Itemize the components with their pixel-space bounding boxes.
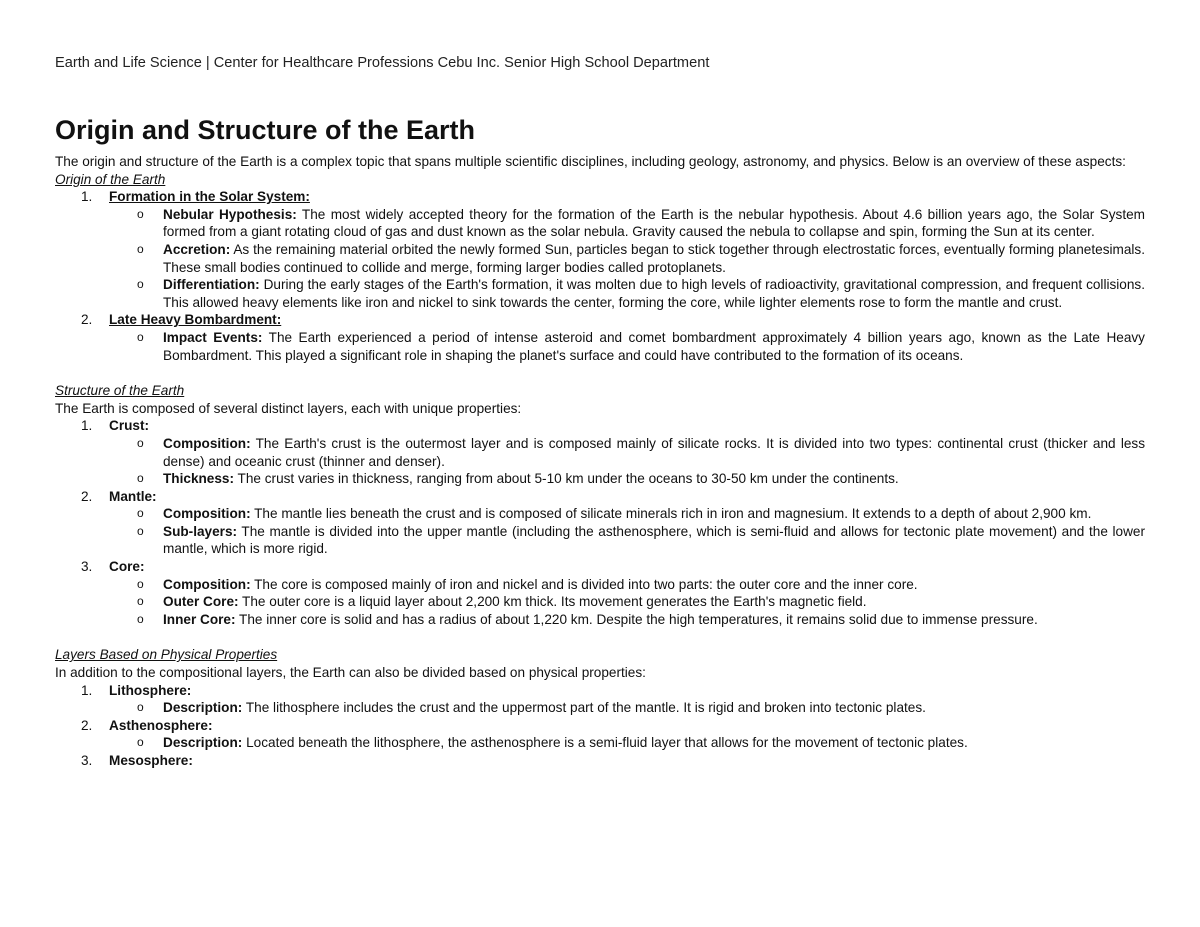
circle-bullet-icon: o <box>137 611 144 626</box>
list-item-title: Asthenosphere: <box>109 717 213 733</box>
circle-bullet-icon: o <box>137 523 144 538</box>
layers-intro: In addition to the compositional layers, the Earth can also be divided based on physical properties: <box>55 665 646 681</box>
sub-item-term: Sub-layers: <box>163 523 238 539</box>
sub-list-item <box>109 505 1145 523</box>
circle-bullet-icon: o <box>137 277 144 292</box>
list-item-title: Lithosphere: <box>109 682 192 698</box>
sub-item-text: The inner core is solid and has a radius of about 1,220 km. Despite the high temperatures, it remains solid due to immense pressure. <box>235 611 1038 627</box>
spacer <box>55 628 1145 646</box>
circle-bullet-icon: o <box>137 435 144 450</box>
sub-item-term: Outer Core: <box>163 594 239 610</box>
circle-bullet-icon: o <box>137 506 144 521</box>
sub-item-text: Located beneath the lithosphere, the asthenosphere is a semi-fluid layer that allows for the movement of tectonic plates. <box>242 735 968 751</box>
page-header: Earth and Life Science | Center for Healthcare Professions Cebu Inc. Senior High School Department <box>55 55 710 71</box>
list-item <box>55 752 1145 770</box>
sub-list-item <box>109 593 1145 611</box>
circle-bullet-icon: o <box>137 471 144 486</box>
list-number: 3. <box>81 559 93 575</box>
circle-bullet-icon: o <box>137 700 144 715</box>
sub-list <box>109 206 1145 312</box>
layers-list <box>55 682 1145 770</box>
circle-bullet-icon: o <box>137 206 144 221</box>
sub-list <box>109 576 1145 629</box>
list-number: 2. <box>81 717 93 733</box>
sub-list <box>109 505 1145 558</box>
sub-list-item <box>109 523 1145 558</box>
sub-item-text: The mantle is divided into the upper mantle (including the asthenosphere, which is semi-fluid and allows for tectonic plate movement) and the lower mantle, which is more rigid. <box>163 523 1145 557</box>
origin-list <box>55 188 1145 364</box>
sub-item-term: Differentiation: <box>163 277 260 293</box>
circle-bullet-icon: o <box>137 241 144 256</box>
list-item-title: Core: <box>109 559 145 575</box>
spacer <box>55 364 1145 382</box>
sub-list-item <box>109 734 1145 752</box>
circle-bullet-icon: o <box>137 594 144 609</box>
sub-item-text: The most widely accepted theory for the formation of the Earth is the nebular hypothesis. About 4.6 billion years ago, the Solar System formed from a giant rotating cloud of gas and dust known as the solar nebula. Gravity caused the nebula to collapse and spin, forming the Sun at its center. <box>163 206 1145 240</box>
sub-item-text: The crust varies in thickness, ranging from about 5-10 km under the oceans to 30-50 km under the continents. <box>234 471 899 487</box>
structure-list <box>55 417 1145 628</box>
sub-list-item <box>109 435 1145 470</box>
list-number: 2. <box>81 312 93 328</box>
sub-item-term: Impact Events: <box>163 329 263 345</box>
list-item <box>55 488 1145 558</box>
sub-item-text: The Earth's crust is the outermost layer and is composed mainly of silicate rocks. It is divided into two types: continental crust (thicker and less dense) and oceanic crust (thinner and denser). <box>163 435 1145 469</box>
list-item-title: Mantle: <box>109 488 157 504</box>
sub-item-text: The mantle lies beneath the crust and is composed of silicate minerals rich in iron and magnesium. It extends to a depth of about 2,900 km. <box>250 506 1092 522</box>
sub-item-term: Thickness: <box>163 471 235 487</box>
list-item <box>55 311 1145 364</box>
section-title-origin: Origin of the Earth <box>55 171 166 187</box>
section-title-structure: Structure of the Earth <box>55 383 185 399</box>
sub-item-term: Nebular Hypothesis: <box>163 206 297 222</box>
list-item <box>55 717 1145 752</box>
section-title-layers: Layers Based on Physical Properties <box>55 647 278 663</box>
structure-intro: The Earth is composed of several distinct layers, each with unique properties: <box>55 400 522 416</box>
sub-list-item <box>109 329 1145 364</box>
sub-list <box>109 734 1145 752</box>
list-number: 1. <box>81 418 93 434</box>
sub-item-term: Composition: <box>163 506 251 522</box>
sub-list-item <box>109 699 1145 717</box>
list-item-title: Crust: <box>109 418 150 434</box>
sub-item-text: The core is composed mainly of iron and nickel and is divided into two parts: the outer core and the inner core. <box>250 576 918 592</box>
sub-item-term: Accretion: <box>163 241 231 257</box>
intro-paragraph: The origin and structure of the Earth is a complex topic that spans multiple scientific disciplines, including geology, astronomy, and physics. Below is an overview of these aspects: <box>55 154 1126 169</box>
sub-item-term: Inner Core: <box>163 611 236 627</box>
list-item <box>55 682 1145 717</box>
sub-list <box>109 435 1145 488</box>
list-item <box>55 417 1145 487</box>
sub-list-item <box>109 576 1145 594</box>
list-item <box>55 188 1145 311</box>
sub-item-term: Composition: <box>163 435 251 451</box>
list-item <box>55 558 1145 628</box>
page-title: Origin and Structure of the Earth <box>55 115 476 145</box>
sub-list-item <box>109 470 1145 488</box>
list-item-title: Mesosphere: <box>109 753 193 768</box>
sub-item-term: Composition: <box>163 576 251 592</box>
list-number: 1. <box>81 189 93 205</box>
sub-list-item <box>109 206 1145 241</box>
list-number: 1. <box>81 682 93 698</box>
circle-bullet-icon: o <box>137 329 144 344</box>
sub-list-item <box>109 241 1145 276</box>
list-item-title: Late Heavy Bombardment: <box>109 312 282 328</box>
sub-item-term: Description: <box>163 700 243 716</box>
sub-list-item <box>109 276 1145 311</box>
list-number: 3. <box>81 753 93 768</box>
sub-item-text: The outer core is a liquid layer about 2,200 km thick. Its movement generates the Earth's magnetic field. <box>238 594 867 610</box>
list-item-title: Formation in the Solar System: <box>109 189 310 205</box>
sub-item-term: Description: <box>163 735 243 751</box>
sub-item-text: As the remaining material orbited the newly formed Sun, particles began to stick together through electrostatic forces, eventually forming planetesimals. These small bodies continued to collide and merge, forming larger bodies called protoplanets. <box>163 241 1145 275</box>
list-number: 2. <box>81 488 93 504</box>
circle-bullet-icon: o <box>137 576 144 591</box>
document-body <box>55 114 1145 770</box>
sub-item-text: The Earth experienced a period of intense asteroid and comet bombardment approximately 4 billion years ago, known as the Late Heavy Bombardment. This played a significant role in shaping the planet's surface and could have contributed to the formation of its oceans. <box>163 329 1145 363</box>
sub-item-text: During the early stages of the Earth's formation, it was molten due to high levels of radioactivity, gravitational compression, and frequent collisions. This allowed heavy elements like iron and nickel to sink towards the center, forming the core, while lighter elements rose to form the mantle and crust. <box>163 277 1145 310</box>
sub-list <box>109 699 1145 717</box>
sub-item-text: The lithosphere includes the crust and the uppermost part of the mantle. It is rigid and broken into tectonic plates. <box>242 700 926 716</box>
circle-bullet-icon: o <box>137 735 144 750</box>
sub-list-item <box>109 611 1145 629</box>
sub-list <box>109 329 1145 364</box>
